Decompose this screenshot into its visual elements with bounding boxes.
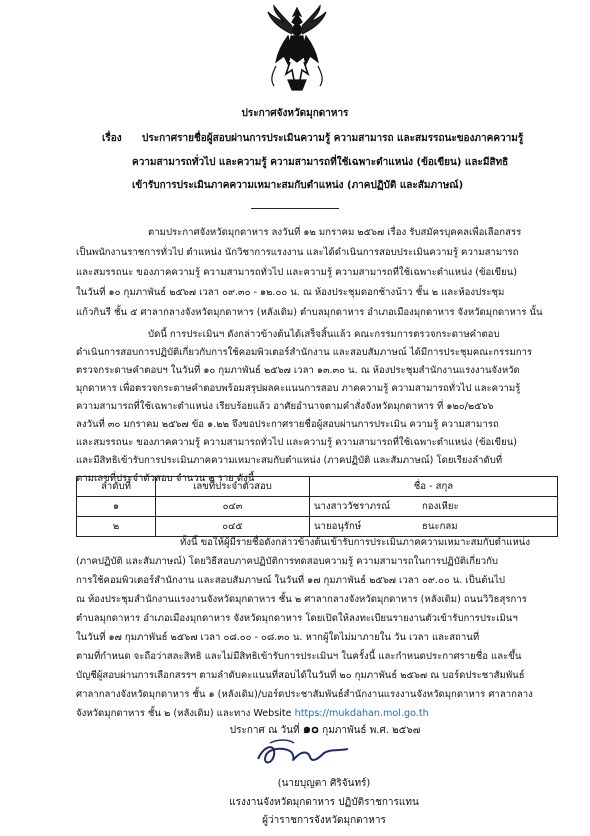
cell-exam-id: ๐๔๓: [156, 497, 310, 517]
website-link[interactable]: https://mukdahan.mol.go.th: [294, 708, 429, 719]
cell-surname: ธนะกลม: [418, 517, 558, 537]
para3-line: บัญชีผู้สอบผ่านการเลือกสรรฯ ตามลำดับคะแนนที่สอบได้ในวันที่ ๒๐ กุมภาพันธ์ ๒๕๖๗ ณ บอร์ดประชาสัมพันธ์: [76, 670, 525, 681]
para1-line: ตามประกาศจังหวัดมุกดาหาร ลงวันที่ ๑๒ มกราคม ๒๕๖๗ เรื่อง รับสมัครบุคคลเพื่อเลือกสรร: [148, 227, 522, 238]
announce-day: ๑๐: [302, 722, 319, 737]
col-header-order: ลำดับที่: [77, 477, 156, 497]
para1-line: และสมรรถนะ ของภาคความรู้ ความสามารถทั่วไป และความรู้ ความสามารถที่ใช้เฉพาะตำแหน่ง (ข้อเขียน): [76, 267, 518, 278]
para2-line: ดำเนินการสอบการปฏิบัติเกี่ยวกับการใช้คอมพิวเตอร์สำนักงาน และสอบสัมภาษณ์ ได้มีการประชุมคณะกรรมการ: [76, 347, 533, 358]
cell-order: ๒: [77, 517, 156, 537]
subject-line-3: เข้ารับการประเมินภาคความเหมาะสมกับตำแหน่ง (ภาคปฏิบัติ และสัมภาษณ์): [132, 180, 464, 191]
para3-last-line: [76, 705, 429, 723]
subject-label: เรื่อง: [102, 133, 122, 144]
para3-line: ศาลากลางจังหวัดมุกดาหาร ชั้น ๑ (หลังเดิม)/บอร์ดประชาสัมพันธ์สำนักงานแรงงานจังหวัดมุกดาหาร ศาลากลาง: [76, 689, 533, 700]
candidate-table: [76, 476, 558, 537]
announce-prefix: ประกาศ ณ วันที่: [229, 725, 300, 736]
para3-line: การใช้คอมพิวเตอร์สำนักงาน และสอบสัมภาษณ์ ในวันที่ ๑๗ กุมภาพันธ์ ๒๕๖๗ เวลา ๐๙.๐๐ น. เป็นต้นไป: [76, 575, 506, 586]
para3-line: (ภาคปฏิบัติ และสัมภาษณ์) โดยวิธีสอบภาคปฏิบัติการทดสอบความรู้ ความสามารถในการปฏิบัติเกี่ยวกับ: [76, 556, 499, 567]
signer-position-2: ผู้ว่าราชการจังหวัดมุกดาหาร: [262, 815, 386, 826]
cell-name: นางสาววัชราภรณ์: [310, 497, 419, 517]
para3-line: ณ ห้องประชุมสำนักงานแรงงานจังหวัดมุกดาหาร ชั้น ๒ ศาลากลางจังหวัดมุกดาหาร (หลังเดิม) ถนนวิวิธสุรการ: [76, 594, 527, 605]
para1-line: ในวันที่ ๑๐ กุมภาพันธ์ ๒๕๖๗ เวลา ๐๙.๓๐ - ๑๒.๐๐ น. ณ ห้องประชุมดอกช้างน้าว ชั้น ๒ และห้องประชุม: [76, 287, 505, 298]
table-header-row: [77, 477, 558, 497]
cell-surname: กองเหียะ: [418, 497, 558, 517]
signer-position-1: แรงงานจังหวัดมุกดาหาร ปฏิบัติราชการแทน: [229, 797, 419, 808]
issuer-title: ประกาศจังหวัดมุกดาหาร: [241, 108, 349, 119]
para3-line: ทั้งนี้ ขอให้ผู้มีรายชื่อดังกล่าวข้างต้นเข้ารับการประเมินภาคความเหมาะสมกับตำแหน่ง: [180, 537, 531, 548]
cell-order: ๑: [77, 497, 156, 517]
table-row: [77, 497, 558, 517]
cell-exam-id: ๐๔๕: [156, 517, 310, 537]
para2-line: ความสามารถที่ใช้เฉพาะตำแหน่ง เรียบร้อยแล้ว อาศัยอำนาจตามคำสั่งจังหวัดมุกดาหาร ที่ ๑๒๐/๒๕๖๖: [76, 401, 494, 412]
subject-line-2: ความสามารถทั่วไป และความรู้ ความสามารถที่ใช้เฉพาะตำแหน่ง (ข้อเขียน) และมีสิทธิ: [132, 157, 509, 168]
para2-line: มุกดาหาร เพื่อตรวจกระดาษคำตอบพร้อมสรุปผลคะแนนการสอบ ภาคความรู้ ความสามารถทั่วไป และความรู้: [76, 383, 521, 394]
divider-line: [251, 208, 339, 209]
para3-last-text: จังหวัดมุกดาหาร ชั้น ๒ (หลังเดิม) และทาง Website: [76, 708, 295, 719]
signer-name: (นายบุญตา ศิริจันทร์): [277, 778, 371, 789]
garuda-emblem-icon: [262, 4, 332, 94]
para2-line: ตรวจกระดาษคำตอบฯ ในวันที่ ๑๐ กุมภาพันธ์ ๒๕๖๗ เวลา ๑๓.๓๐ น. ณ ห้องประชุมสำนักงานแรงงานจังหวัด: [76, 365, 520, 376]
para2-line: ลงวันที่ ๓๐ มกราคม ๒๕๖๗ ข้อ ๑.๒๒ จึงขอประกาศรายชื่อผู้สอบผ่านการประเมิน ความรู้ ความสามารถ: [76, 419, 499, 430]
para2-line: ตามเลขที่ประจำตัวสอบ จำนวน ๒ ราย ดังนี้: [76, 473, 255, 484]
para2-line: และสมรรถนะ ของภาคความรู้ ความสามารถทั่วไป และความรู้ ความสามารถที่ใช้เฉพาะตำแหน่ง (ข้อเขียน): [76, 437, 518, 448]
para1-line: แก้วกินรี ชั้น ๕ ศาลากลางจังหวัดมุกดาหาร (หลังเดิม) ตำบลมุกดาหาร อำเภอเมืองมุกดาหาร จังหวัดมุกดาหาร นั้น: [76, 307, 543, 318]
para3-line: ในวันที่ ๑๗ กุมภาพันธ์ ๒๕๖๗ เวลา ๐๘.๐๐ - ๐๘.๓๐ น. หากผู้ใดไม่มาภายใน วัน เวลา และสถานที่: [76, 632, 480, 643]
para3-line: ตามที่กำหนด จะถือว่าสละสิทธิ และไม่มีสิทธิเข้ารับการประเมินฯ ในครั้งนี้ และกำหนดประกาศรายชื่อ และขึ้น: [76, 651, 522, 662]
col-header-exam-id: เลขที่ประจำตัวสอบ: [156, 477, 310, 497]
subject-line-1: ประกาศรายชื่อผู้สอบผ่านการประเมินความรู้ ความสามารถ และสมรรถนะของภาคความรู้: [142, 133, 524, 144]
handwritten-signature-icon: [248, 737, 358, 771]
cell-name: นายอนุรักษ์: [310, 517, 419, 537]
para3-line: ตำบลมุกดาหาร อำเภอเมืองมุกดาหาร จังหวัดมุกดาหาร โดยเปิดให้ลงทะเบียนรายงานตัวเข้ารับการประเมินฯ: [76, 613, 518, 624]
para2-line: และมีสิทธิเข้ารับการประเมินภาคความเหมาะสมกับตำแหน่ง (ภาคปฏิบัติ และสัมภาษณ์) โดยเรียงลำดับที่: [76, 455, 503, 466]
announce-suffix: กุมภาพันธ์ พ.ศ. ๒๕๖๗: [322, 725, 421, 736]
para1-line: เป็นพนักงานราชการทั่วไป ตำแหน่ง นักวิชาการแรงงาน และได้ดำเนินการสอบประเมินความรู้ ความสามารถ: [76, 247, 519, 258]
col-header-name: ชื่อ - สกุล: [310, 477, 558, 497]
para2-line: บัดนี้ การประเมินฯ ดังกล่าวข้างต้นได้เสร็จสิ้นแล้ว คณะกรรมการตรวจกระดาษคำตอบ: [148, 329, 500, 340]
